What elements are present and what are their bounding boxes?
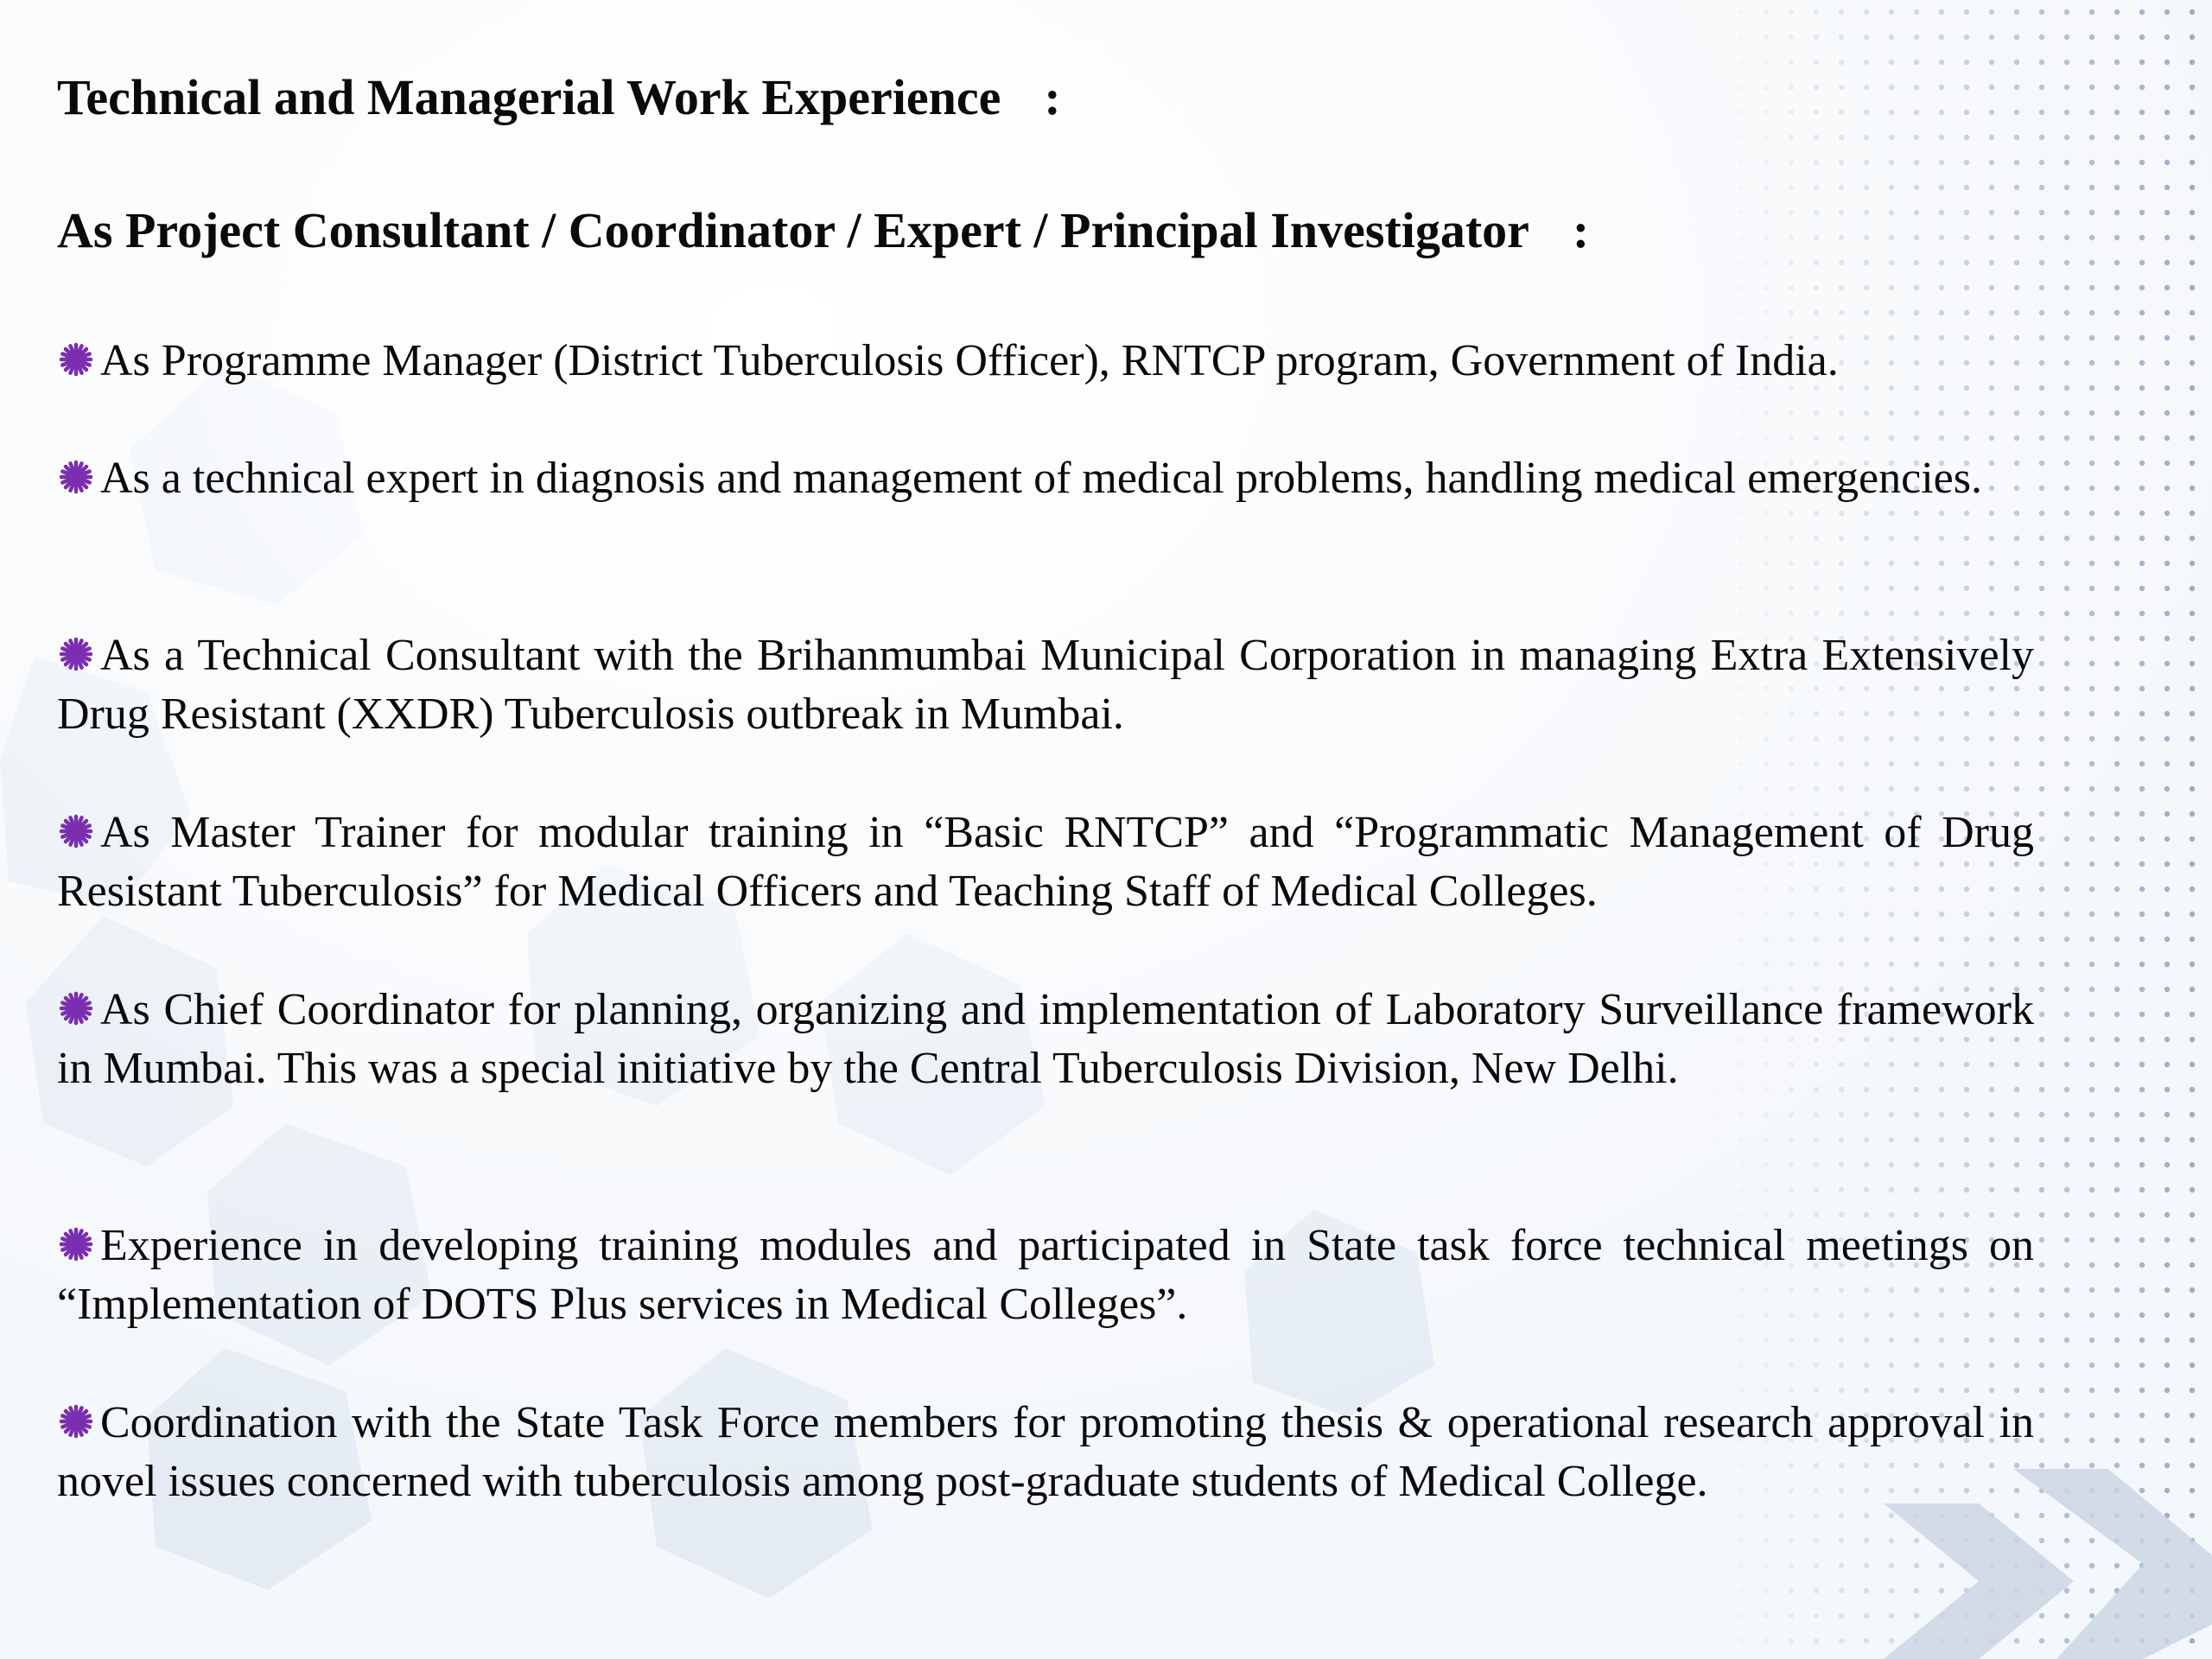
bullet-text: As Master Trainer for modular training in “Basic RNTCP” and “Programmatic Management of Drug Resistant Tuberculosis” for Medical Officers and Teaching Staff of Medical Colleges. (57, 808, 2034, 916)
purple-asterisk-icon (57, 807, 100, 843)
section-subheading (57, 200, 1589, 261)
slide-heading (57, 67, 1061, 128)
bullet-text: As Programme Manager (District Tuberculosis Officer), RNTCP program, Government of India. (100, 336, 1839, 385)
purple-asterisk-icon (57, 984, 100, 1020)
heading-colon: : (1044, 69, 1061, 125)
bullet-text: As a Technical Consultant with the Brihanmumbai Municipal Corporation in managing Extra Extensively Drug Resistant (XXDR) Tuberculosis outbreak in Mumbai. (57, 631, 2034, 739)
bullet-text: As Chief Coordinator for planning, organizing and implementation of Laboratory Surveillance framework in Mumbai. This was a special initiative by the Central Tuberculosis Division, New Delhi. (57, 985, 2034, 1093)
purple-asterisk-icon (57, 1397, 100, 1433)
heading-text: Technical and Managerial Work Experience (57, 69, 1001, 125)
bullet-item (57, 449, 2034, 508)
purple-asterisk-icon (57, 335, 100, 372)
bullet-item (57, 626, 2034, 744)
bullet-item (57, 981, 2034, 1098)
bullet-item (57, 804, 2034, 921)
bullet-item (57, 1394, 2034, 1511)
bullet-text: Experience in developing training modules and participated in State task force technical meetings on “Implementation of DOTS Plus services in Medical Colleges”. (57, 1221, 2034, 1329)
bullet-text: Coordination with the State Task Force members for promoting thesis & operational research approval in novel issues concerned with tuberculosis among post-graduate students of Medical College. (57, 1398, 2034, 1506)
purple-asterisk-icon (57, 630, 100, 666)
subheading-text: As Project Consultant / Coordinator / Expert / Principal Investigator (57, 202, 1529, 258)
subheading-colon: : (1572, 202, 1590, 258)
purple-asterisk-icon (57, 1220, 100, 1256)
bullet-text: As a technical expert in diagnosis and management of medical problems, handling medical emergencies. (100, 454, 1982, 503)
bullet-item (57, 332, 2034, 391)
bullet-item (57, 1217, 2034, 1334)
purple-asterisk-icon (57, 453, 100, 489)
